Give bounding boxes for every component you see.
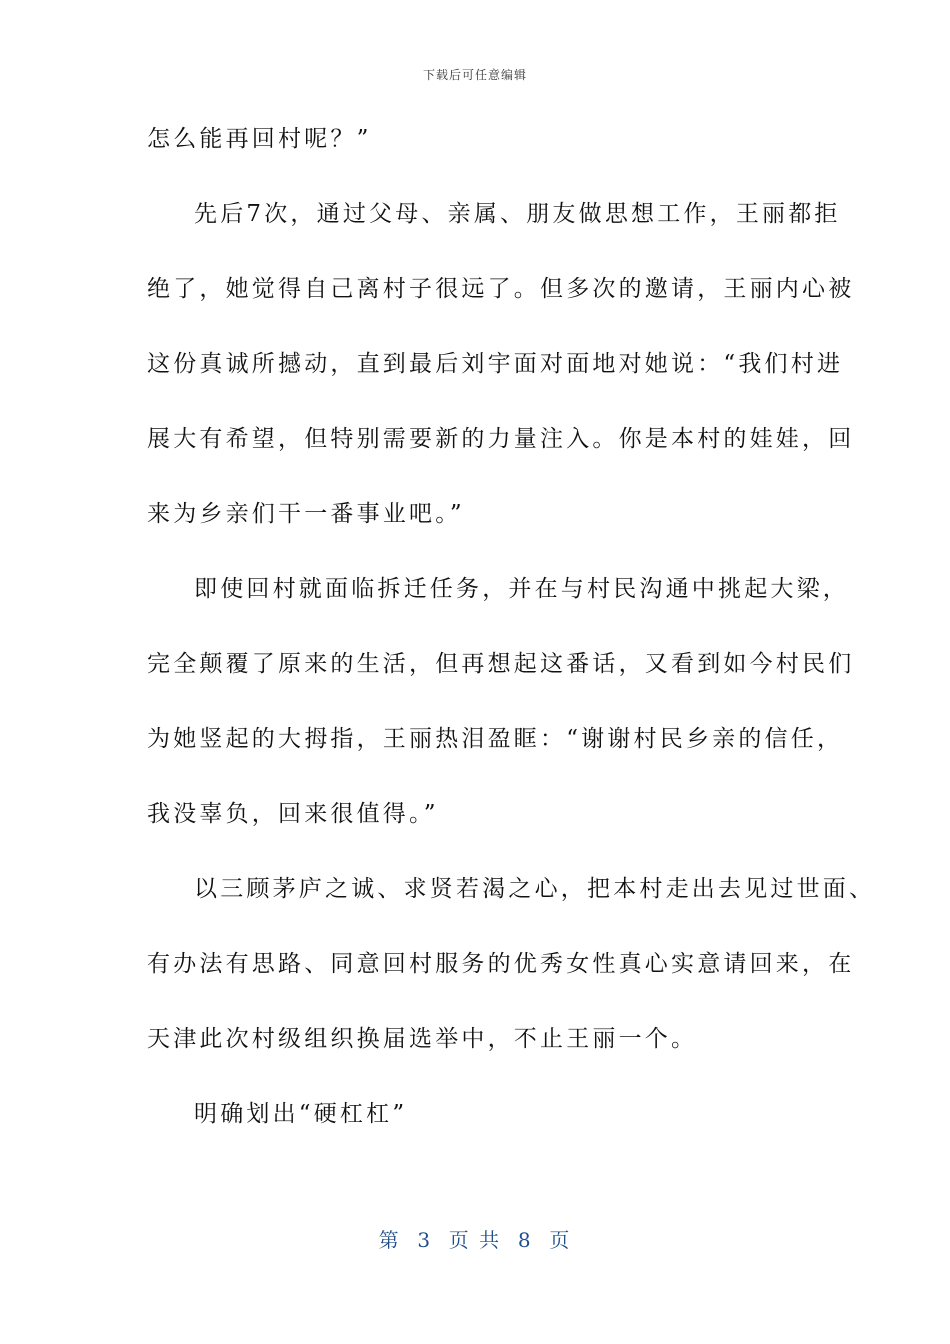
paragraph-start-line: 即使回村就面临拆迁任务，并在与村民沟通中挑起大梁， [194,576,849,602]
section-heading: 明确划出“硬杠杠” [194,1101,408,1127]
text-line: 来为乡亲们干一番事业吧。” [147,501,465,527]
page-number-footer: 第 3 页 共 8 页 [378,1228,572,1252]
text-line: 天津此次村级组织换届选举中，不止王丽一个。 [147,1026,698,1052]
page-header-note: 下载后可任意编辑 [422,68,527,82]
text-line: 完全颠覆了原来的生活，但再想起这番话，又看到如今村民们 [147,651,855,677]
text-line: 这份真诚所撼动，直到最后刘宇面对面地对她说：“我们村进 [147,351,844,377]
text-line: 有办法有思路、同意回村服务的优秀女性真心实意请回来，在 [147,951,855,977]
text-line: 我没辜负，回来很值得。” [147,801,439,827]
text-line: 展大有希望，但特别需要新的力量注入。你是本村的娃娃，回 [147,426,855,452]
document-body [147,114,876,1164]
text-line: 怎么能再回村呢？” [147,126,372,152]
text-line: 绝了，她觉得自己离村子很远了。但多次的邀请，王丽内心被 [147,276,855,302]
paragraph-start-line: 以三顾茅庐之诚、求贤若渴之心，把本村走出去见过世面、 [194,876,876,902]
text-line: 为她竖起的大拇指，王丽热泪盈眶：“谢谢村民乡亲的信任， [147,726,844,752]
paragraph-start-line: 先后7次，通过父母、亲属、朋友做思想工作，王丽都拒 [194,201,841,227]
